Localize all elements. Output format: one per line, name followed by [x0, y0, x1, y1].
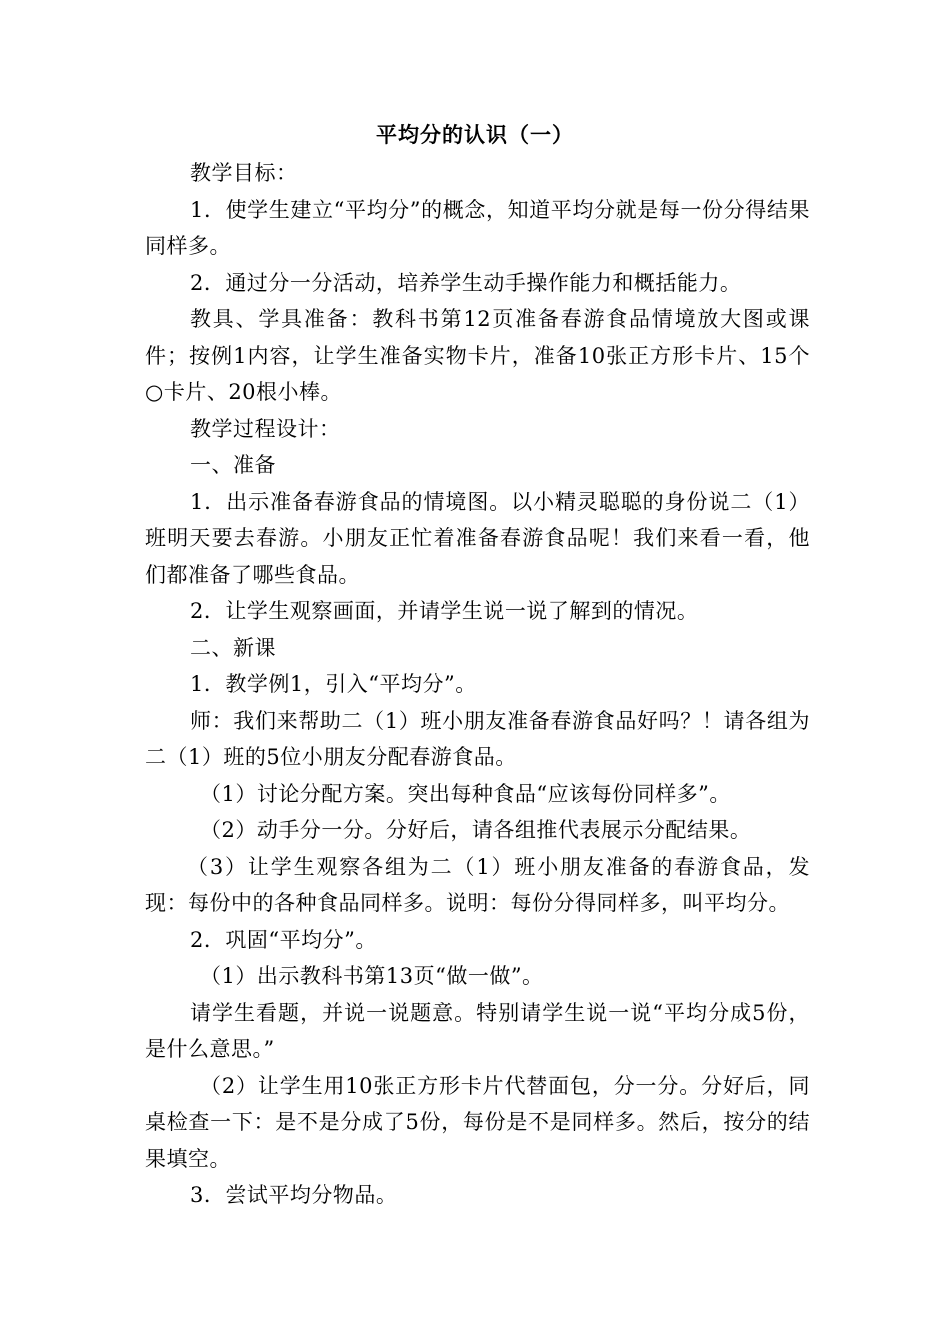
paragraph: 3．尝试平均分物品。	[190, 1183, 398, 1207]
section-heading: 一、准备	[190, 453, 276, 477]
paragraph: 1．出示准备春游食品的情境图。以小精灵聪聪的身份说二（1）班明天要去春游。小朋友正忙着准备春游食品呢！我们来看一看，他们都准备了哪些食品。	[145, 489, 810, 587]
section-heading: 二、新课	[190, 635, 276, 660]
paragraph: 教具、学具准备：教科书第12页准备春游食品情境放大图或课件；按例1内容，让学生准备实物卡片，准备10张正方形卡片、15个○卡片、20根小棒。	[145, 307, 810, 404]
paragraph: （3）让学生观察各组为二（1）班小朋友准备的春游食品，发现：每份中的各种食品同样多。说明：每份分得同样多，叫平均分。	[145, 854, 810, 915]
paragraph: 1．教学例1，引入“平均分”。	[190, 672, 477, 696]
paragraph: 2．巩固“平均分”。	[190, 927, 377, 952]
paragraph: 教学目标：	[190, 161, 298, 185]
paragraph: 2．让学生观察画面，并请学生说一说了解到的情况。	[190, 599, 699, 623]
paragraph: 师：我们来帮助二（1）班小朋友准备春游食品好吗？！请各组为二（1）班的5位小朋友分配春游食品。	[145, 708, 810, 769]
paragraph: 1．使学生建立“平均分”的概念，知道平均分就是每一份分得结果同样多。	[145, 197, 810, 258]
paragraph: （2）让学生用10张正方形卡片代替面包，分一分。分好后，同桌检查一下：是不是分成了5份，每份是不是同样多。然后，按分的结果填空。	[145, 1073, 810, 1171]
paragraph: （1）出示教科书第13页“做一做”。	[200, 964, 544, 988]
paragraph: （2）动手分一分。分好后，请各组推代表展示分配结果。	[200, 818, 752, 842]
paragraph: 2．通过分一分活动，培养学生动手操作能力和概括能力。	[190, 270, 742, 295]
document-body	[145, 155, 810, 1214]
paragraph: （1）讨论分配方案。突出每种食品“应该每份同样多”。	[200, 781, 731, 806]
paragraph: 教学过程设计：	[190, 416, 341, 441]
paragraph: 请学生看题，并说一说题意。特别请学生说一说“平均分成5份，是什么意思。”	[145, 1000, 810, 1061]
document-title: 平均分的认识（一）	[376, 122, 574, 147]
